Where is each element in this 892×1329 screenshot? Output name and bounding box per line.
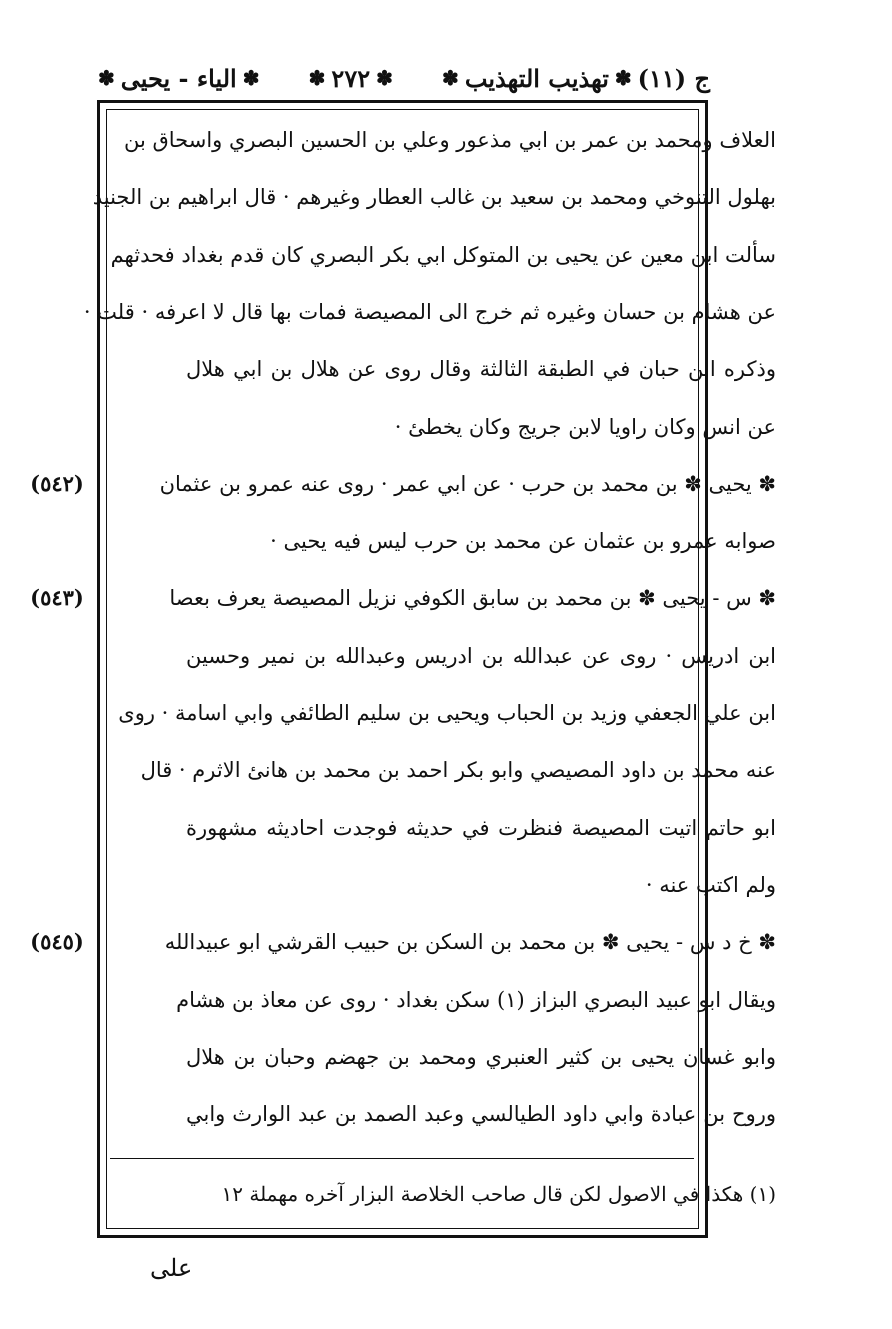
text-line: ولم اكتب عنه · — [645, 873, 776, 897]
text-line: ابن علي الجعفي وزيد بن الحباب ويحيى بن سليم الطائفي وابي اسامة · روى — [118, 701, 776, 725]
text-line: عن انس وكان راويا لابن جريج وكان يخطئ · — [394, 415, 776, 439]
entry-number: (٥٤٢) — [30, 471, 84, 496]
text-line: ابو حاتم اتيت المصيصة فنظرت في حديثه فوجدت احاديثه مشهورة — [186, 816, 776, 840]
text-line: عنه محمد بن داود المصيصي وابو بكر احمد بن محمد بن هانئ الاثرم · قال — [140, 758, 776, 782]
ornament-icon: ✽ — [98, 66, 115, 90]
entry-number: (٥٤٣) — [30, 585, 84, 610]
text-line: وابو غسان يحيى بن كثير العنبري ومحمد بن جهضم وحبان بن هلال — [186, 1045, 776, 1069]
running-header — [98, 58, 710, 98]
ornament-icon: ✽ — [376, 66, 393, 90]
header-page — [309, 64, 393, 93]
text-line: ويقال ابو عبيد البصري البزاز (١) سكن بغداد · روى عن معاذ بن هشام — [176, 988, 776, 1012]
text-line: بهلول التنوخي ومحمد بن سعيد بن غالب العطار وغيرهم · قال ابراهيم بن الجنيد — [92, 185, 776, 209]
text-line: صوابه عمرو بن عثمان عن محمد بن حرب ليس فيه يحيى · — [270, 529, 776, 553]
text-line: عن هشام بن حسان وغيره ثم خرج الى المصيصة فمات بها قال لا اعرفه · قلت · — [83, 300, 776, 324]
volume-label: ج (١١) — [637, 63, 710, 93]
page-number: ٢٧٢ — [331, 63, 371, 93]
book-title: تهذيب التهذيب — [464, 63, 609, 93]
text-line: سألت ابن معين عن يحيى بن المتوكل ابي بكر البصري كان قدم بغداد فحدثهم — [110, 243, 776, 267]
text-line: وذكره ابن حبان في الطبقة الثالثة وقال روى عن هلال بن ابي هلال — [186, 357, 776, 381]
text-line: وروح بن عبادة وابي داود الطيالسي وعبد الصمد بن عبد الوارث وابي — [186, 1102, 776, 1126]
entry-number: (٥٤٥) — [30, 929, 84, 954]
footnote: (١) هكذا في الاصول لكن قال صاحب الخلاصة البزار آخره مهملة ١٢ — [221, 1182, 776, 1206]
text-line: ابن ادريس · روى عن عبدالله بن ادريس وعبدالله بن نمير وحسين — [186, 644, 776, 668]
catchword: على — [150, 1254, 193, 1282]
ornament-icon: ✽ — [308, 66, 326, 90]
ornament-icon: ✽ — [242, 66, 260, 90]
text-line: ✽ خ د س - يحيى ✽ بن محمد بن السكن بن حبيب القرشي ابو عبيدالله — [164, 930, 776, 954]
ornament-icon: ✽ — [442, 66, 459, 90]
header-section — [98, 64, 259, 93]
text-line: ✽ س - يحيى ✽ بن محمد بن سابق الكوفي نزيل المصيصة يعرف بعصا — [169, 586, 776, 610]
footnote-separator — [110, 1158, 694, 1159]
header-volume-title — [442, 64, 710, 93]
ornament-icon: ✽ — [614, 66, 632, 90]
section-title: الياء - يحيى — [120, 63, 237, 93]
text-line: ✽ يحيى ✽ بن محمد بن حرب · عن ابي عمر · روى عنه عمرو بن عثمان — [159, 472, 776, 496]
text-line: العلاف ومحمد بن عمر بن ابي مذعور وعلي بن الحسين البصري واسحاق بن — [123, 128, 776, 152]
